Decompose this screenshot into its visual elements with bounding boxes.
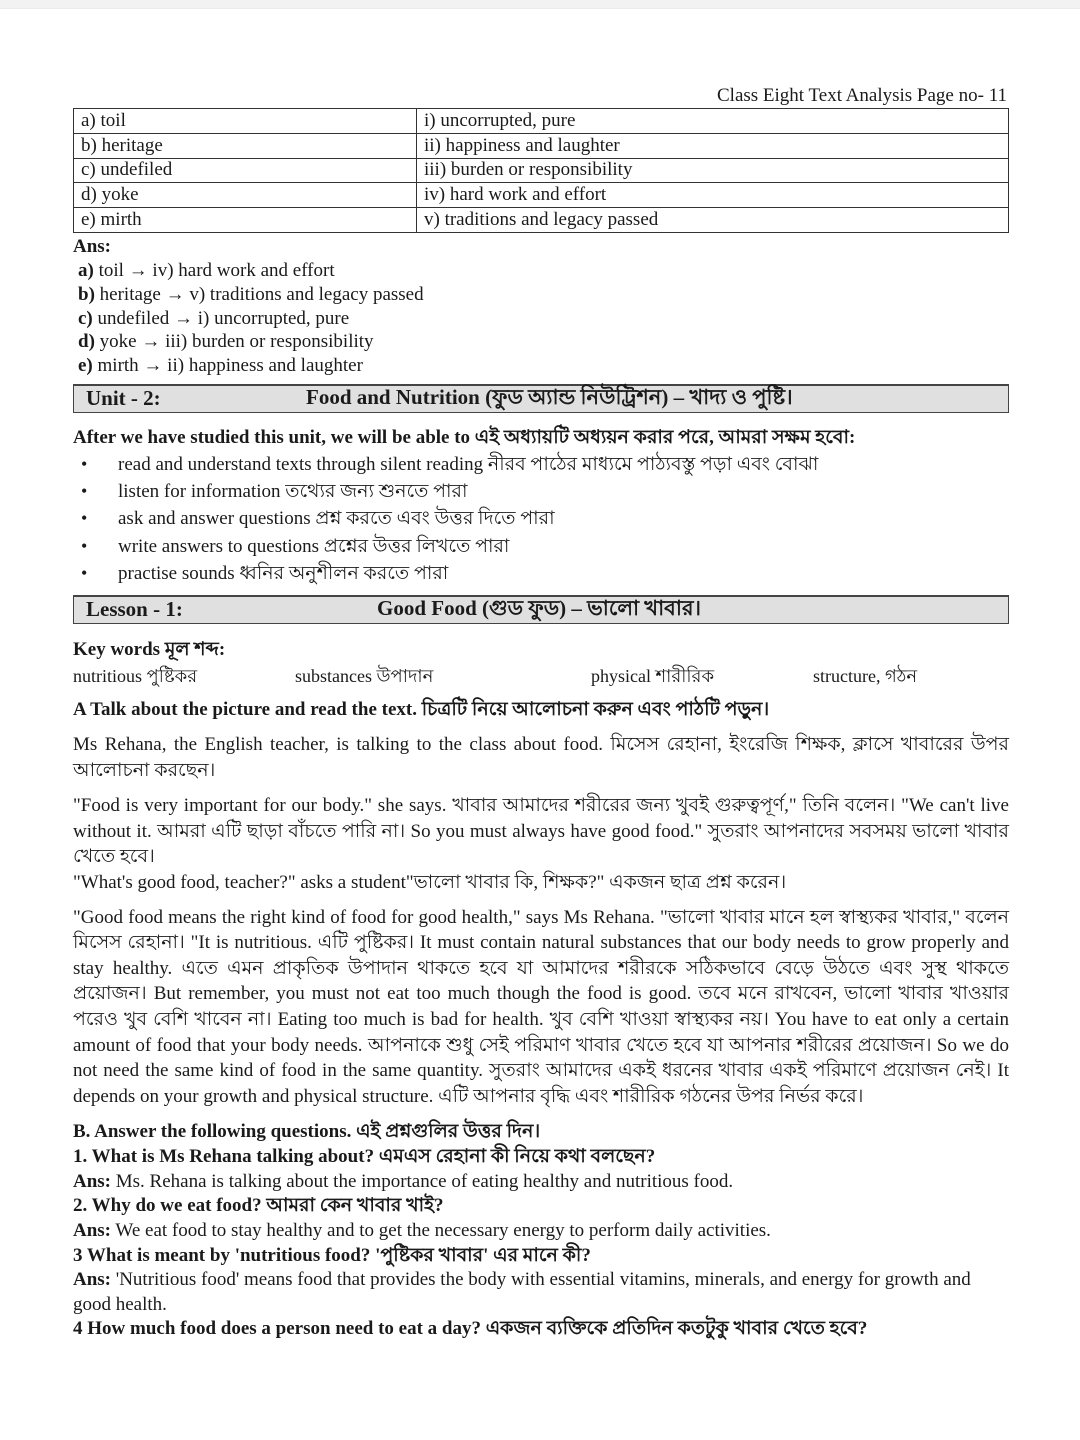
answer-key: d) xyxy=(78,331,95,353)
table-row xyxy=(74,158,1009,183)
matching-answer-list xyxy=(78,259,1009,378)
answer-text: 'Nutritious food' means food that provides the body with essential vitamins, minerals, and energy for growth and good health. xyxy=(73,1269,971,1315)
answer xyxy=(73,1219,1009,1244)
paragraph: "Good food means the right kind of food for good health," says Ms Rehana. "ভালো খাবার মানে হল স্বাস্থ্যকর খাবার," বলেন মিসেস রেহানা। "It is nutritious. এটি পুষ্টিকর। It must contain natural substances that our body needs to grow properly and stay healthy. এতে এমন প্রাকৃতিক উপাদান থাকতে হবে যা আমাদের শরীরকে সঠিকভাবে বেড়ে উঠতে এবং সুস্থ থাকতে প্রয়োজন। But remember, you must not eat too much though the food is good. তবে মনে রাখবেন, ভালো খাবার খাওয়ার পরেও খুব বেশি খাবেন না। Eating too much is bad for health. খুব বেশি খাওয়া স্বাস্থ্যকর নয়। You have to eat only a certain amount of food that your body needs. আপনাকে শুধু সেই পরিমাণ খাবার খেতে হবে যা আপনার শরীরের প্রয়োজন। So we do not need the same kind of food in the same quantity. সুতরাং আমাদের একই ধরনের খাবার একই পরিমাণে প্রয়োজন নেই। It depends on your growth and physical structure. এটি আপনার বৃদ্ধি এবং শারীরিক গঠনের উপর নির্ভর করে। xyxy=(73,906,1009,1107)
key-word: structure, গঠন xyxy=(813,665,918,686)
viewer-top-bar xyxy=(0,0,1080,9)
answer-text: yoke → iii) burden or responsibility xyxy=(94,331,374,353)
list-item: • ask and answer questions প্রশ্ন করতে এবং উত্তর দিতে পারা xyxy=(73,505,1009,532)
list-item xyxy=(78,307,1009,331)
paragraph: Ms Rehana, the English teacher, is talking to the class about food. মিসেস রেহানা, ইংরেজি শিক্ষক, ক্লাসে খাবারের উপর আলোচনা করছেন। xyxy=(73,733,1009,781)
table-cell-word: d) yoke xyxy=(74,183,417,208)
section-a-heading: A Talk about the picture and read the text. চিত্রটি নিয়ে আলোচনা করুন এবং পাঠটি পড়ুন। xyxy=(73,698,770,720)
list-item xyxy=(78,259,1009,283)
table-row xyxy=(74,133,1009,158)
objectives-list xyxy=(73,451,1009,587)
table-cell-meaning: v) traditions and legacy passed xyxy=(417,208,1009,233)
answer-key: b) xyxy=(78,283,95,305)
table-row xyxy=(74,109,1009,134)
lesson-title: Good Food (গুড ফুড) – ভালো খাবার। xyxy=(377,596,702,621)
section-b-heading: B. Answer the following questions. এই প্রশ্নগুলির উত্তর দিন। xyxy=(73,1121,541,1143)
paragraph: "Food is very important for our body." she says. খাবার আমাদের শরীরের জন্য খুবই গুরুত্বপূর্ণ," তিনি বলেন। "We can't live without it. আমরা এটি ছাড়া বাঁচতে পারি না। So you must always have good food." সুতরাং আপনাদের সবসময় ভালো খাবার খেতে হবে। xyxy=(73,795,1009,868)
answer-label: Ans: xyxy=(73,1170,112,1192)
table-row xyxy=(74,183,1009,208)
lesson-label: Lesson - 1: xyxy=(86,597,183,622)
qa-list xyxy=(73,1145,1009,1342)
table-cell-word: a) toil xyxy=(74,109,417,134)
answer-label: Ans: xyxy=(73,1220,112,1242)
list-item: • listen for information তথ্যের জন্য শুনতে পারা xyxy=(73,478,1009,505)
list-item xyxy=(78,330,1009,354)
paragraph: "What's good food, teacher?" asks a student"ভালো খাবার কি, শিক্ষক?" একজন ছাত্র প্রশ্ন করেন। xyxy=(73,871,787,893)
answer-text: undefiled → i) uncorrupted, pure xyxy=(92,307,350,329)
answer-text: mirth → ii) happiness and laughter xyxy=(92,355,363,377)
list-item xyxy=(78,354,1009,378)
answer xyxy=(73,1268,1009,1317)
matching-table xyxy=(73,108,1009,233)
question: 2. Why do we eat food? আমরা কেন খাবার খাই? xyxy=(73,1195,444,1217)
list-item: • read and understand texts through silent reading নীরব পাঠের মাধ্যমে পাঠ্যবস্তু পড়া এবং বোঝা xyxy=(73,451,1009,478)
list-item: • write answers to questions প্রশ্নের উত্তর লিখতে পারা xyxy=(73,533,1009,560)
answer-key: c) xyxy=(78,307,93,329)
answer-label: Ans: xyxy=(73,235,112,257)
table-cell-meaning: iii) burden or responsibility xyxy=(417,158,1009,183)
document-page xyxy=(73,84,1009,1342)
table-cell-word: e) mirth xyxy=(74,208,417,233)
answer-text: heritage → v) traditions and legacy passed xyxy=(94,283,424,305)
table-cell-word: c) undefiled xyxy=(74,158,417,183)
objectives-heading: After we have studied this unit, we will be able to এই অধ্যায়টি অধ্যয়ন করার পরে, আমরা সক্ষম হবো: xyxy=(73,426,856,448)
list-item xyxy=(78,283,1009,307)
answer-label: Ans: xyxy=(73,1269,112,1291)
key-word: nutritious পুষ্টিকর xyxy=(73,665,198,686)
question: 3 What is meant by 'nutritious food? 'পুষ্টিকর খাবার' এর মানে কী? xyxy=(73,1244,591,1266)
key-word: substances উপাদান xyxy=(295,665,434,686)
table-row xyxy=(74,208,1009,233)
list-item: • practise sounds ধ্বনির অনুশীলন করতে পারা xyxy=(73,560,1009,587)
key-word: physical শারীরিক xyxy=(591,665,715,686)
key-words-heading: Key words মূল শব্দ: xyxy=(73,638,226,660)
question: 4 How much food does a person need to eat a day? একজন ব্যক্তিকে প্রতিদিন কতটুকু খাবার খেতে হবে? xyxy=(73,1318,868,1340)
page-header: Class Eight Text Analysis Page no- 11 xyxy=(717,85,1007,106)
answer-text: toil → iv) hard work and effort xyxy=(93,259,335,281)
unit-title: Food and Nutrition (ফুড অ্যান্ড নিউট্রিশন) – খাদ্য ও পুষ্টি। xyxy=(306,385,793,410)
answer-key: e) xyxy=(78,355,93,377)
question: 1. What is Ms Rehana talking about? এমএস রেহানা কী নিয়ে কথা বলছেন? xyxy=(73,1146,656,1168)
table-cell-meaning: iv) hard work and effort xyxy=(417,183,1009,208)
answer-text: We eat food to stay healthy and to get the necessary energy to perform daily activities. xyxy=(111,1220,771,1242)
table-cell-meaning: i) uncorrupted, pure xyxy=(417,109,1009,134)
lesson-banner xyxy=(73,595,1009,624)
table-cell-word: b) heritage xyxy=(74,133,417,158)
answer-key: a) xyxy=(78,259,94,281)
answer-text: Ms. Rehana is talking about the importance of eating healthy and nutritious food. xyxy=(111,1170,734,1192)
answer xyxy=(73,1170,1009,1195)
unit-label: Unit - 2: xyxy=(86,386,161,411)
unit-banner xyxy=(73,384,1009,413)
key-words-row xyxy=(73,663,1009,689)
table-cell-meaning: ii) happiness and laughter xyxy=(417,133,1009,158)
